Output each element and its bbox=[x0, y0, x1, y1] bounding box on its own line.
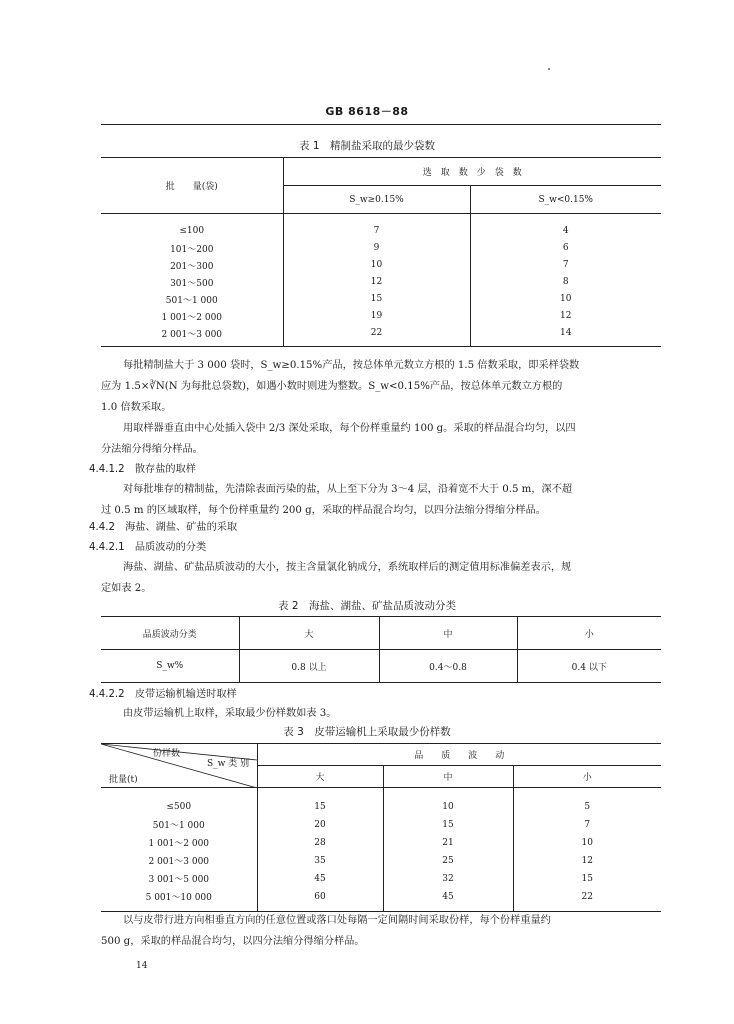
text-block-1 bbox=[101, 355, 661, 460]
table1-cell-a: 7 bbox=[283, 223, 470, 240]
table1-cell-batch: 501～1 000 bbox=[165, 295, 218, 306]
table3-header-col: 小 bbox=[513, 766, 661, 788]
table2-cell: 0.4～0.8 bbox=[379, 650, 517, 683]
text-block-4 bbox=[101, 703, 661, 724]
paragraph-line: 以与皮带行进方向相垂直方向的任意位置或落口处每隔一定间隔时间采取份样，每个份样重量约 bbox=[123, 915, 551, 926]
table3-cell-batch: 2 001～3 000 bbox=[148, 857, 210, 867]
table1-cell-a: 10 bbox=[283, 257, 470, 274]
paragraph-line: 应为 1.5×∛N(N 为每批总袋数)，如遇小数时则进为整数。S_w<0.15%产品，按总体单元数立方根的 bbox=[101, 381, 563, 392]
table1-cell-batch: 101～200 bbox=[170, 244, 214, 255]
table3-header-group: 品 质 波 动 bbox=[257, 744, 661, 766]
table1 bbox=[101, 157, 661, 347]
text-block-2 bbox=[101, 479, 661, 521]
table1-header-batch: 批 量(袋) bbox=[101, 158, 283, 214]
standard-number-header: GB 8618－88 bbox=[325, 105, 409, 118]
table2-cell: 0.8 以上 bbox=[239, 650, 379, 683]
table1-cell-a: 19 bbox=[283, 308, 470, 325]
table3-corner-bottom: 批量(t) bbox=[109, 775, 138, 785]
table3-header-col: 大 bbox=[257, 766, 383, 788]
table3-cell: 10 bbox=[383, 798, 513, 816]
table3-corner-cell bbox=[101, 744, 257, 788]
table1-cell-a: 9 bbox=[283, 240, 470, 257]
table3-cell-batch: ≤500 bbox=[166, 801, 192, 812]
table1-cell-b: 4 bbox=[470, 223, 661, 240]
table2-cell: 品质波动分类 bbox=[101, 617, 239, 650]
paragraph-line: 分法缩分得缩分样品。 bbox=[101, 444, 203, 455]
table3-cell: 60 bbox=[257, 888, 383, 906]
table3-cell: 25 bbox=[383, 852, 513, 870]
table3-cell: 15 bbox=[513, 870, 661, 888]
table3-cell: 45 bbox=[383, 888, 513, 906]
table3-cell-batch: 3 001～5 000 bbox=[148, 875, 210, 885]
table3-cell: 32 bbox=[383, 870, 513, 888]
table1-cell-b: 10 bbox=[470, 291, 661, 308]
text-block-3 bbox=[101, 557, 661, 599]
table3-cell: 10 bbox=[513, 834, 661, 852]
table1-caption: 表 1 精制盐采取的最少袋数 bbox=[298, 140, 436, 152]
table3-cell: 45 bbox=[257, 870, 383, 888]
paragraph-line: 用取样器垂直由中心处插入袋中 2/3 深处采取，每个份样重量约 100 g。采取的样品混合均匀，以四 bbox=[123, 423, 576, 434]
table2-cell: 小 bbox=[517, 617, 661, 650]
table3-caption: 表 3 皮带运输机上采取最少份样数 bbox=[283, 726, 451, 738]
table3-cell-batch: 5 001～10 000 bbox=[145, 893, 212, 903]
paragraph-line: 1.0 倍数采取。 bbox=[101, 402, 172, 413]
table3 bbox=[101, 743, 661, 912]
table2-caption: 表 2 海盐、湖盐、矿盐品质波动分类 bbox=[277, 600, 457, 612]
paragraph-line: 每批精制盐大于 3 000 袋时，S_w≥0.15%产品，按总体单元数立方根的 1.5 倍数采取，即采样袋数 bbox=[123, 360, 580, 371]
table1-cell-a: 15 bbox=[283, 291, 470, 308]
table2-cell: S_w% bbox=[101, 650, 239, 683]
table2 bbox=[101, 616, 661, 683]
section-heading-442: 4.4.2 海盐、湖盐、矿盐的采取 bbox=[89, 522, 238, 533]
table1-cell-b: 12 bbox=[470, 308, 661, 325]
paragraph-line: 500 g，采取的样品混合均匀，以四分法缩分得缩分样品。 bbox=[101, 936, 365, 947]
header-rule bbox=[101, 124, 661, 125]
scan-speck bbox=[548, 68, 550, 70]
paragraph-line: 由皮带运输机上取样，采取最少份样数如表 3。 bbox=[123, 708, 337, 719]
page-number: 14 bbox=[136, 961, 148, 971]
table3-header-col: 中 bbox=[383, 766, 513, 788]
table1-header-a: S_w≥0.15% bbox=[283, 186, 470, 214]
table1-cell-batch: 201～300 bbox=[170, 261, 214, 272]
section-heading-4412: 4.4.1.2 散存盐的取样 bbox=[89, 464, 196, 475]
paragraph-line: 对每批堆存的精制盐，先清除表面污染的盐，从上至下分为 3～4 层，沿着宽不大于 0.5 m，深不超 bbox=[123, 484, 573, 495]
table3-cell: 35 bbox=[257, 852, 383, 870]
table1-header-group: 选 取 数 少 袋 数 bbox=[283, 158, 661, 186]
table1-cell-batch: 1 001～2 000 bbox=[161, 312, 223, 323]
table2-cell: 大 bbox=[239, 617, 379, 650]
paragraph-line: 海盐、湖盐、矿盐品质波动的大小，按主含量氯化钠成分，系统取样后的测定值用标准偏差表示，规 bbox=[123, 562, 572, 573]
section-heading-4422: 4.4.2.2 皮带运输机输送时取样 bbox=[89, 689, 237, 700]
table3-cell: 20 bbox=[257, 816, 383, 834]
table1-cell-b: 14 bbox=[470, 325, 661, 342]
text-block-5 bbox=[101, 910, 661, 952]
table1-cell-batch: 2 001～3 000 bbox=[161, 329, 223, 340]
table3-cell: 5 bbox=[513, 798, 661, 816]
table3-corner-mid: S_w 类 别 bbox=[207, 759, 250, 769]
table3-cell: 15 bbox=[383, 816, 513, 834]
table1-cell-batch: ≤100 bbox=[179, 226, 205, 236]
table1-cell-a: 12 bbox=[283, 274, 470, 291]
table1-cell-a: 22 bbox=[283, 325, 470, 342]
paragraph-line: 过 0.5 m 的区域取样，每个份样重量约 200 g，采取的样品混合均匀，以四分法缩分得缩分样品。 bbox=[101, 505, 546, 516]
table3-cell: 21 bbox=[383, 834, 513, 852]
table1-cell-batch: 301～500 bbox=[170, 278, 214, 289]
table3-cell: 28 bbox=[257, 834, 383, 852]
section-heading-4421: 4.4.2.1 品质波动的分类 bbox=[89, 542, 207, 553]
table2-cell: 中 bbox=[379, 617, 517, 650]
paragraph-line: 定如表 2。 bbox=[101, 583, 152, 594]
table1-header-b: S_w<0.15% bbox=[470, 186, 661, 214]
table3-cell-batch: 1 001～2 000 bbox=[148, 839, 210, 849]
table3-cell: 12 bbox=[513, 852, 661, 870]
table3-cell: 22 bbox=[513, 888, 661, 906]
table3-corner-top: 份样数 bbox=[153, 749, 181, 759]
table1-cell-b: 7 bbox=[470, 257, 661, 274]
table3-cell: 7 bbox=[513, 816, 661, 834]
table1-cell-b: 6 bbox=[470, 240, 661, 257]
table1-cell-b: 8 bbox=[470, 274, 661, 291]
table2-cell: 0.4 以下 bbox=[517, 650, 661, 683]
table3-cell-batch: 501～1 000 bbox=[152, 821, 205, 831]
table3-cell: 15 bbox=[257, 798, 383, 816]
